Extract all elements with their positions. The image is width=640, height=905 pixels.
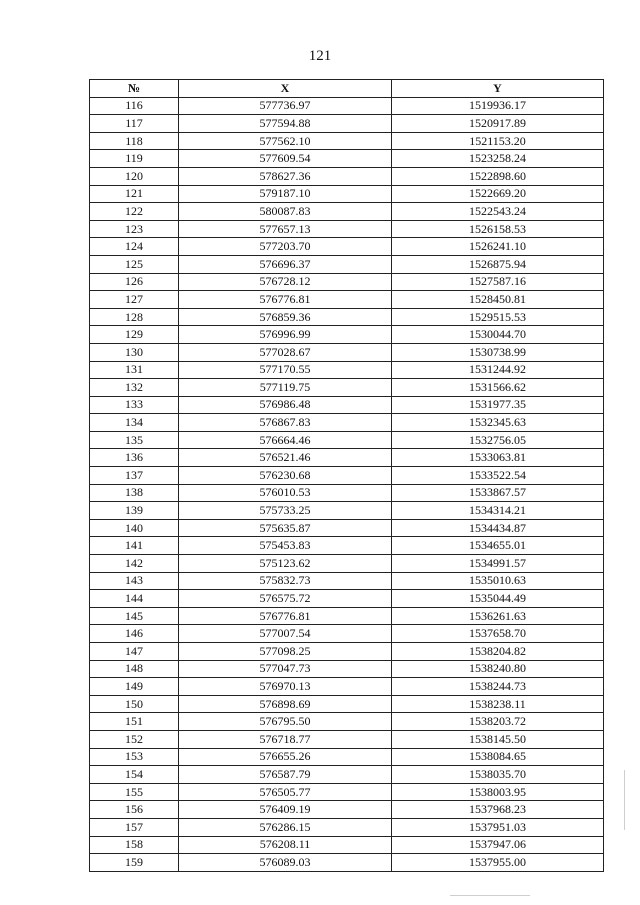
scan-edge-mark [624,770,625,830]
cell-x: 576776.81 [179,291,392,309]
table-row [90,379,604,397]
cell-number: 159 [90,854,179,872]
cell-x: 576587.79 [179,766,392,784]
cell-y: 1526241.10 [392,238,604,256]
table-row [90,484,604,502]
table-row [90,255,604,273]
table-row [90,343,604,361]
cell-number: 138 [90,484,179,502]
cell-number: 135 [90,431,179,449]
cell-number: 141 [90,537,179,555]
cell-y: 1534991.57 [392,555,604,573]
cell-x: 577119.75 [179,379,392,397]
table-row [90,607,604,625]
cell-x: 576718.77 [179,730,392,748]
cell-x: 575453.83 [179,537,392,555]
table-row [90,449,604,467]
table-row [90,132,604,150]
cell-y: 1531244.92 [392,361,604,379]
cell-y: 1520917.89 [392,115,604,133]
cell-number: 133 [90,396,179,414]
cell-x: 576521.46 [179,449,392,467]
cell-number: 119 [90,150,179,168]
cell-y: 1536261.63 [392,607,604,625]
cell-x: 576986.48 [179,396,392,414]
cell-x: 578627.36 [179,167,392,185]
table-row [90,748,604,766]
cell-number: 137 [90,467,179,485]
cell-x: 575832.73 [179,572,392,590]
coordinates-table [89,79,604,872]
cell-x: 577170.55 [179,361,392,379]
cell-y: 1537968.23 [392,801,604,819]
table-row [90,238,604,256]
cell-number: 157 [90,818,179,836]
table-row [90,678,604,696]
cell-x: 576575.72 [179,590,392,608]
cell-y: 1527587.16 [392,273,604,291]
cell-y: 1538238.11 [392,695,604,713]
table-row [90,97,604,115]
cell-y: 1532345.63 [392,414,604,432]
cell-x: 576089.03 [179,854,392,872]
table-row [90,572,604,590]
cell-number: 148 [90,660,179,678]
cell-x: 576996.99 [179,326,392,344]
cell-number: 146 [90,625,179,643]
cell-y: 1538244.73 [392,678,604,696]
cell-x: 576286.15 [179,818,392,836]
cell-y: 1531977.35 [392,396,604,414]
cell-y: 1531566.62 [392,379,604,397]
cell-number: 129 [90,326,179,344]
table-row [90,308,604,326]
table-row [90,836,604,854]
cell-x: 576859.36 [179,308,392,326]
table-row [90,167,604,185]
cell-number: 121 [90,185,179,203]
cell-y: 1526158.53 [392,220,604,238]
table-body [90,97,604,871]
cell-y: 1538204.82 [392,643,604,661]
cell-y: 1532756.05 [392,431,604,449]
table-row [90,625,604,643]
table-row [90,766,604,784]
cell-y: 1534655.01 [392,537,604,555]
cell-y: 1530044.70 [392,326,604,344]
table-row [90,203,604,221]
header-x: X [179,80,392,98]
table-row [90,519,604,537]
table-row [90,660,604,678]
cell-number: 134 [90,414,179,432]
table-row [90,291,604,309]
cell-number: 158 [90,836,179,854]
header-y: Y [392,80,604,98]
cell-x: 576728.12 [179,273,392,291]
cell-number: 118 [90,132,179,150]
cell-number: 136 [90,449,179,467]
cell-x: 575123.62 [179,555,392,573]
table-row [90,783,604,801]
table-row [90,150,604,168]
cell-y: 1538035.70 [392,766,604,784]
cell-x: 576010.53 [179,484,392,502]
cell-x: 576409.19 [179,801,392,819]
cell-y: 1537951.03 [392,818,604,836]
cell-x: 580087.83 [179,203,392,221]
cell-y: 1522543.24 [392,203,604,221]
cell-x: 577609.54 [179,150,392,168]
table-row [90,220,604,238]
cell-x: 577736.97 [179,97,392,115]
cell-number: 145 [90,607,179,625]
cell-number: 124 [90,238,179,256]
cell-x: 576970.13 [179,678,392,696]
cell-x: 576208.11 [179,836,392,854]
cell-y: 1533063.81 [392,449,604,467]
table-row [90,555,604,573]
cell-number: 149 [90,678,179,696]
table-row [90,643,604,661]
cell-number: 128 [90,308,179,326]
cell-y: 1519936.17 [392,97,604,115]
cell-number: 156 [90,801,179,819]
table-row [90,273,604,291]
cell-y: 1537955.00 [392,854,604,872]
cell-y: 1521153.20 [392,132,604,150]
cell-number: 126 [90,273,179,291]
cell-x: 577203.70 [179,238,392,256]
table-row [90,414,604,432]
cell-number: 130 [90,343,179,361]
cell-x: 576505.77 [179,783,392,801]
cell-x: 576230.68 [179,467,392,485]
table-row [90,467,604,485]
cell-number: 152 [90,730,179,748]
table-row [90,537,604,555]
cell-number: 123 [90,220,179,238]
cell-x: 576776.81 [179,607,392,625]
cell-x: 577007.54 [179,625,392,643]
table-row [90,115,604,133]
cell-y: 1522669.20 [392,185,604,203]
cell-number: 120 [90,167,179,185]
table-row [90,431,604,449]
cell-x: 579187.10 [179,185,392,203]
cell-number: 127 [90,291,179,309]
cell-x: 577028.67 [179,343,392,361]
cell-number: 142 [90,555,179,573]
cell-y: 1538203.72 [392,713,604,731]
cell-x: 576696.37 [179,255,392,273]
cell-y: 1526875.94 [392,255,604,273]
table-row [90,730,604,748]
cell-x: 577098.25 [179,643,392,661]
header-number: № [90,80,179,98]
cell-number: 125 [90,255,179,273]
table-row [90,590,604,608]
table-row [90,695,604,713]
scan-edge-mark [450,895,530,896]
cell-x: 576655.26 [179,748,392,766]
cell-y: 1538240.80 [392,660,604,678]
cell-number: 153 [90,748,179,766]
cell-number: 147 [90,643,179,661]
cell-y: 1529515.53 [392,308,604,326]
cell-y: 1535010.63 [392,572,604,590]
cell-x: 575733.25 [179,502,392,520]
cell-y: 1537947.06 [392,836,604,854]
cell-number: 144 [90,590,179,608]
table-row [90,713,604,731]
cell-x: 576664.46 [179,431,392,449]
cell-y: 1534434.87 [392,519,604,537]
cell-x: 577657.13 [179,220,392,238]
cell-number: 151 [90,713,179,731]
cell-x: 577562.10 [179,132,392,150]
cell-number: 150 [90,695,179,713]
cell-number: 116 [90,97,179,115]
table-row [90,361,604,379]
cell-x: 576795.50 [179,713,392,731]
cell-x: 575635.87 [179,519,392,537]
cell-y: 1528450.81 [392,291,604,309]
cell-y: 1530738.99 [392,343,604,361]
cell-y: 1533867.57 [392,484,604,502]
cell-number: 155 [90,783,179,801]
cell-x: 576898.69 [179,695,392,713]
cell-y: 1533522.54 [392,467,604,485]
cell-number: 154 [90,766,179,784]
cell-y: 1538003.95 [392,783,604,801]
cell-x: 577594.88 [179,115,392,133]
cell-number: 143 [90,572,179,590]
cell-number: 117 [90,115,179,133]
table-row [90,502,604,520]
cell-y: 1522898.60 [392,167,604,185]
table-row [90,185,604,203]
cell-y: 1523258.24 [392,150,604,168]
cell-number: 140 [90,519,179,537]
cell-x: 576867.83 [179,414,392,432]
cell-y: 1534314.21 [392,502,604,520]
cell-y: 1535044.49 [392,590,604,608]
cell-y: 1538084.65 [392,748,604,766]
cell-number: 131 [90,361,179,379]
table-row [90,326,604,344]
cell-y: 1537658.70 [392,625,604,643]
page-number: 121 [308,48,332,64]
cell-number: 139 [90,502,179,520]
table-row [90,801,604,819]
table-row [90,818,604,836]
cell-number: 132 [90,379,179,397]
cell-y: 1538145.50 [392,730,604,748]
table-row [90,396,604,414]
cell-x: 577047.73 [179,660,392,678]
table-header-row [90,80,604,98]
cell-number: 122 [90,203,179,221]
table-row [90,854,604,872]
